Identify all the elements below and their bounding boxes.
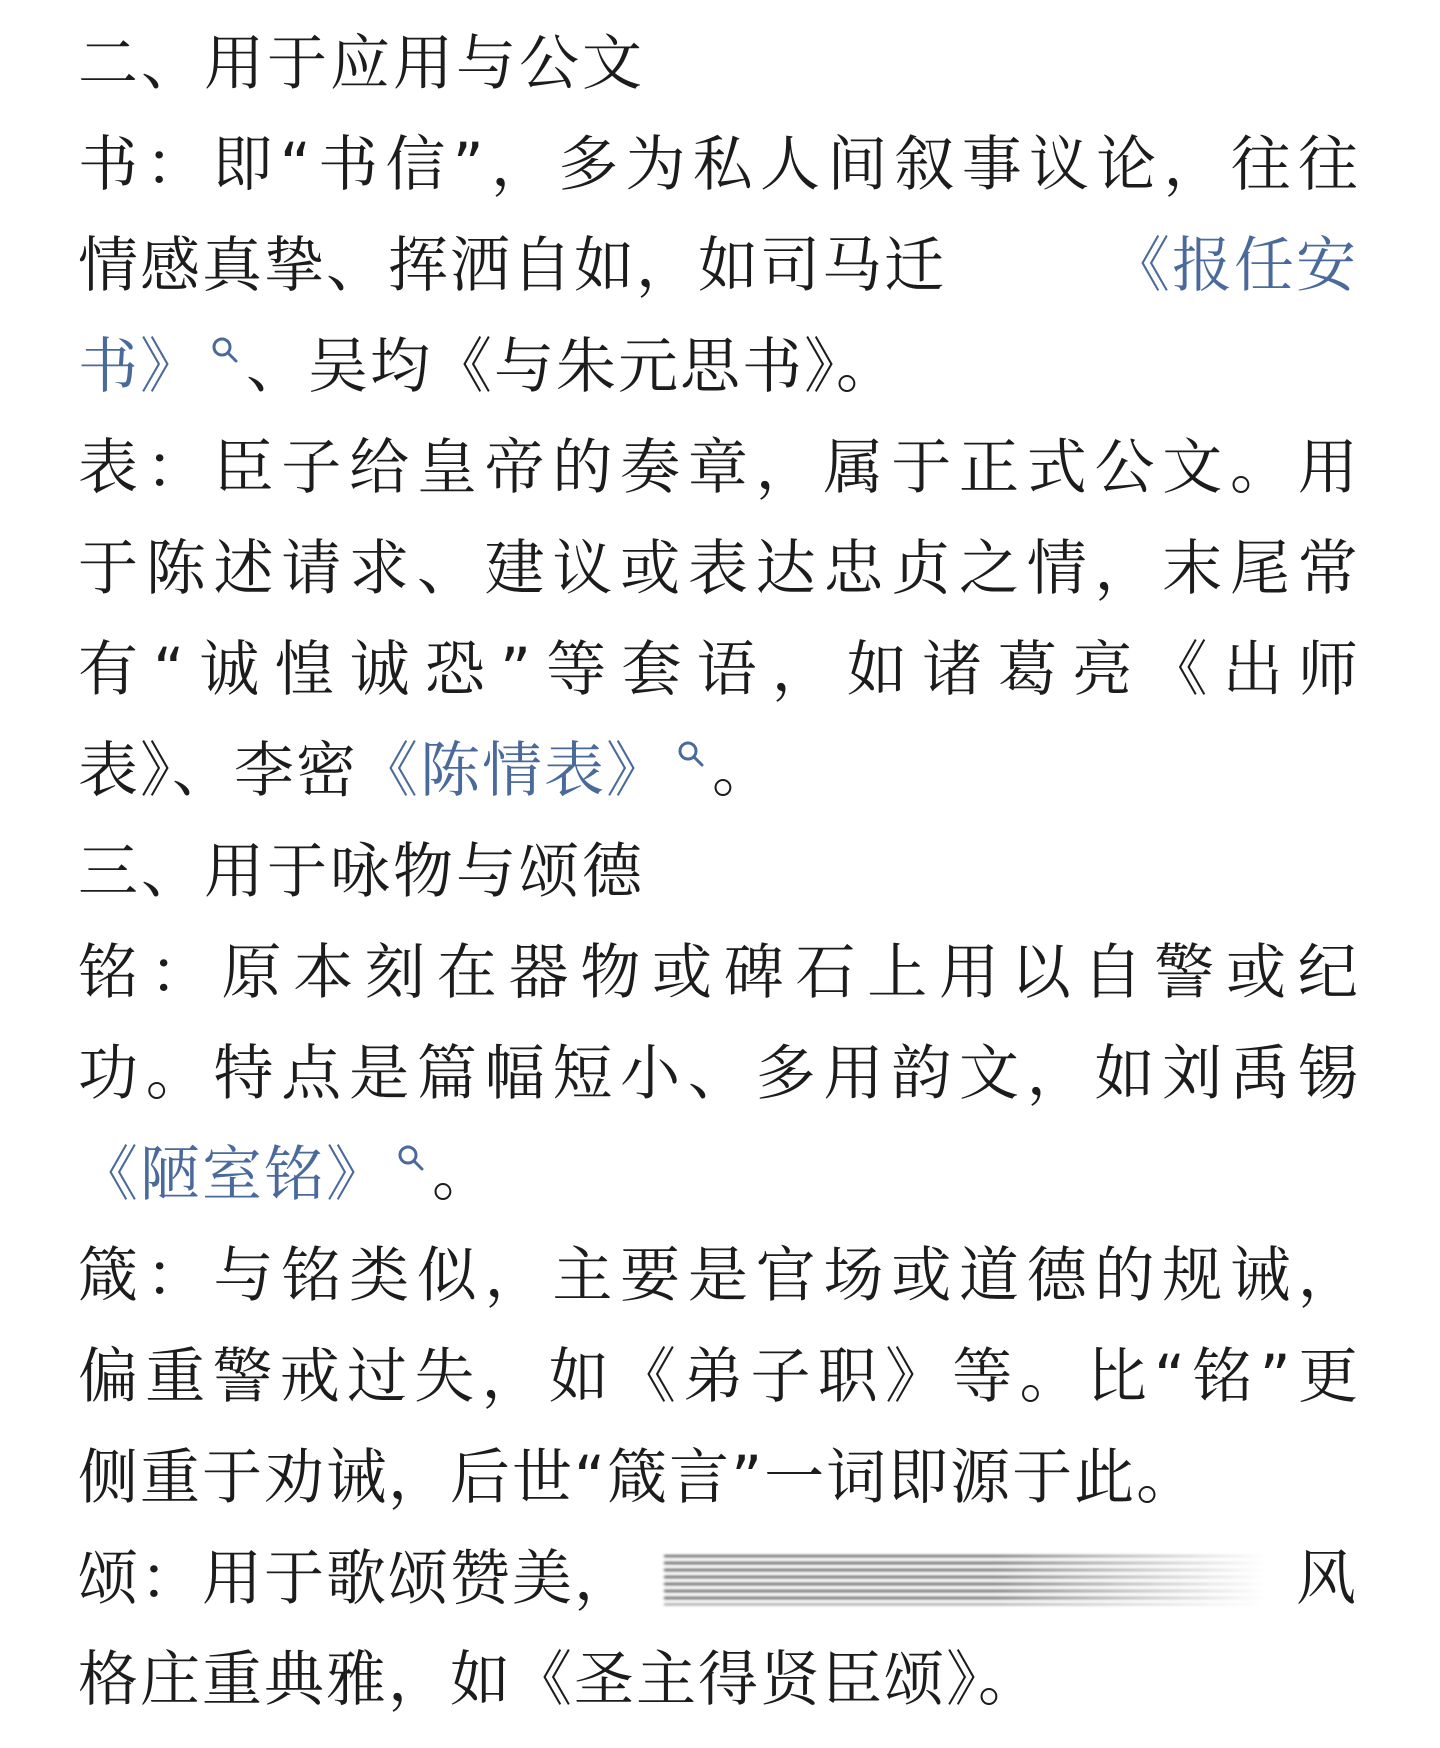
- paragraph-biao-line-3: [78, 620, 1358, 721]
- paragraph-biao-line-4: [78, 721, 1358, 822]
- redacted-text-mask: [664, 1555, 1264, 1605]
- paragraph-ming-line-2: [78, 1024, 1358, 1125]
- text: 偏 重 警 戒 过 失 ， 如 《 弟 子 职 》 等 。 比 “ 铭 ” 更: [78, 1342, 1358, 1412]
- text: 颂：用于歌颂赞美，: [78, 1544, 636, 1614]
- text: 风: [1296, 1544, 1358, 1614]
- text: 。: [712, 736, 774, 806]
- article-body: [78, 14, 1358, 1731]
- paragraph-biao-line-2: [78, 519, 1358, 620]
- link-bao-ren-an-shu[interactable]: 《报任安: [1110, 231, 1358, 301]
- text: 、吴均《与朱元思书》。: [246, 332, 898, 402]
- text: 功 。 特 点 是 篇 幅 短 小 、 多 用 韵 文 ， 如 刘 禹 锡: [78, 1039, 1358, 1109]
- search-icon[interactable]: [676, 739, 706, 773]
- text: 箴 ： 与 铭 类 似 ， 主 要 是 官 场 或 道 德 的 规 诫 ，: [78, 1241, 1358, 1311]
- text: 书 ： 即 “ 书 信 ” ， 多 为 私 人 间 叙 事 议 论 ， 往 往: [78, 130, 1358, 200]
- paragraph-zhen-line-2: [78, 1327, 1358, 1428]
- paragraph-shu-line-2: [78, 216, 1358, 317]
- paragraph-ming-line-3: [78, 1125, 1358, 1226]
- text: 表》、李密: [78, 736, 358, 806]
- text: 有 “ 诚 惶 诚 恐 ” 等 套 语 ， 如 诸 葛 亮 《 出 师: [78, 635, 1358, 705]
- paragraph-shu-line-1: [78, 115, 1358, 216]
- search-icon[interactable]: [396, 1143, 426, 1177]
- text: 格庄重典雅，如《圣主得贤臣颂》。: [78, 1645, 1040, 1715]
- text: 表 ： 臣 子 给 皇 帝 的 奏 章 ， 属 于 正 式 公 文 。 用: [78, 433, 1358, 503]
- link-lou-shi-ming[interactable]: 《陋室铭》: [78, 1140, 388, 1210]
- text: 侧重于劝诫，后世“箴言”一词即源于此。: [78, 1443, 1199, 1513]
- text: 。: [432, 1140, 494, 1210]
- search-icon[interactable]: [210, 335, 240, 369]
- paragraph-zhen-line-1: [78, 1226, 1358, 1327]
- text: 铭 ： 原 本 刻 在 器 物 或 碑 石 上 用 以 自 警 或 纪: [78, 938, 1358, 1008]
- section-heading-3: 三、用于咏物与颂德: [78, 837, 645, 907]
- paragraph-biao-line-1: [78, 418, 1358, 519]
- paragraph-zhen-line-3: [78, 1428, 1358, 1529]
- link-chen-qing-biao[interactable]: 《陈情表》: [358, 736, 668, 806]
- paragraph-song-line-2: [78, 1630, 1358, 1731]
- text: 于 陈 述 请 求 、 建 议 或 表 达 忠 贞 之 情 ， 末 尾 常: [78, 534, 1358, 604]
- link-bao-ren-an-shu-cont[interactable]: 书》: [78, 332, 202, 402]
- text: 情感真挚、挥洒自如，如司马迁: [78, 231, 946, 301]
- section-heading-2: 二、用于应用与公文: [78, 29, 645, 99]
- paragraph-shu-line-3: [78, 317, 1358, 418]
- paragraph-ming-line-1: [78, 923, 1358, 1024]
- paragraph-song-line-1: [78, 1529, 1358, 1630]
